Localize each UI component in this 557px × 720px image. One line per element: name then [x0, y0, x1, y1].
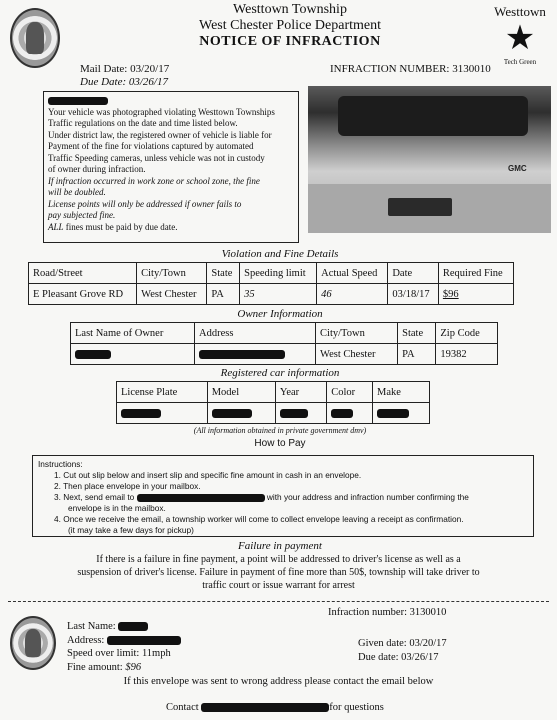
table-cell-plate — [117, 403, 208, 424]
slip-given-date: Given date: 03/20/17 — [358, 638, 447, 649]
slip-dates — [358, 637, 447, 664]
instruction-step-cont: (it may take a few days for pickup) — [68, 525, 194, 535]
table-cell-state: PA — [207, 284, 240, 305]
slip-speed-over: Speed over limit: 11mph — [67, 648, 171, 659]
table-header-cell: Year — [275, 382, 326, 403]
violation-table — [28, 262, 514, 305]
failure-text — [20, 553, 537, 592]
table-cell-date: 03/18/17 — [388, 284, 439, 305]
instruction-step: 2. Then place envelope in your mailbox. — [54, 481, 201, 491]
slip-fields — [67, 620, 181, 674]
car-table — [116, 381, 430, 424]
notice-italic-line: License points will only be addressed if owner fails to — [48, 198, 242, 209]
instructions-box — [32, 455, 534, 537]
slip-infraction-number: Infraction number: 3130010 — [328, 607, 447, 618]
table-header-row — [29, 263, 514, 284]
table-cell-state: PA — [398, 344, 436, 365]
redacted-year — [280, 409, 308, 418]
instruction-step: 4. Once we receive the email, a township worker will come to collect envelope leaving a receipt as confirmation. — [54, 514, 464, 524]
notice-line: Your vehicle was photographed violating Westtown Townships — [48, 106, 275, 117]
redacted-slip-address — [107, 636, 181, 645]
notice-line: Traffic Speeding cameras, unless vehicle was not in custody — [48, 152, 265, 163]
notice-italic-line: pay subjected fine. — [48, 210, 116, 220]
car-heading: Registered car information — [220, 367, 340, 379]
department-name: West Chester Police Department — [199, 18, 381, 33]
failure-line: suspension of driver's license. Failure in payment of fine more than 50$, township will take driver to — [77, 567, 480, 578]
logo-subtext: Tech Green — [503, 58, 537, 66]
redacted-owner-name — [48, 97, 108, 105]
redacted-last-name — [75, 350, 111, 359]
notice-box — [43, 91, 299, 243]
table-cell-year — [275, 403, 326, 424]
cut-line — [8, 601, 549, 602]
failure-line: traffic court or issue warrant for arrest — [202, 580, 355, 591]
table-header-cell: Model — [207, 382, 275, 403]
table-cell-make — [372, 403, 429, 424]
infraction-number: INFRACTION NUMBER: 3130010 — [330, 63, 491, 75]
table-header-cell: Address — [195, 323, 316, 344]
notice-line: Traffic regulations on the date and time listed below. — [48, 118, 238, 128]
table-header-cell: Road/Street — [29, 263, 137, 284]
township-seal-slip — [10, 616, 56, 670]
notice-italic-line: will be doubled. — [48, 187, 106, 197]
table-header-cell: License Plate — [117, 382, 208, 403]
instruction-step: 3. Next, send email to with your address and infraction number confirming the — [54, 492, 469, 502]
table-row — [71, 344, 498, 365]
township-name: Westtown Township — [233, 2, 347, 17]
header-block — [140, 2, 440, 50]
table-header-cell: Speeding limit — [240, 263, 317, 284]
slip-last-name: Last Name: — [67, 620, 181, 634]
notice-line: Under district law, the registered owner of vehicle is liable for — [48, 129, 272, 140]
redacted-contact-email — [201, 703, 329, 712]
redacted-model — [212, 409, 252, 418]
logo-text: Westtown — [494, 4, 546, 19]
table-cell-model — [207, 403, 275, 424]
table-header-cell: Color — [327, 382, 373, 403]
table-row — [29, 284, 514, 305]
due-date: Due Date: 03/26/17 — [80, 76, 168, 88]
instruction-step: 1. Cut out slip below and insert slip and specific fine amount in cash in an envelope. — [54, 470, 362, 480]
slip-due-date: Due date: 03/26/17 — [358, 651, 439, 663]
table-header-cell: Actual Speed — [317, 263, 388, 284]
redacted-color — [331, 409, 353, 418]
table-cell-zip: 19382 — [436, 344, 498, 365]
table-cell-address — [195, 344, 316, 365]
redacted-plate — [121, 409, 161, 418]
slip-address: Address: — [67, 634, 181, 648]
owner-heading: Owner Information — [237, 308, 323, 320]
notice-line: of owner during infraction. — [48, 164, 146, 174]
slip-contact: Contact for questions — [166, 702, 384, 713]
redacted-make — [377, 409, 409, 418]
table-header-cell: Zip Code — [436, 323, 498, 344]
table-header-cell: City/Town — [137, 263, 207, 284]
notice-italic-line: If infraction occurred in work zone or school zone, the fine — [48, 175, 260, 186]
slip-fine-amount: Fine amount: $96 — [67, 661, 142, 673]
instructions-intro: Instructions: — [38, 459, 83, 469]
redacted-email — [137, 494, 265, 502]
slip-wrong-address: If this envelope was sent to wrong address please contact the email below — [123, 676, 434, 687]
table-cell-color — [327, 403, 373, 424]
table-cell-actual-speed: 46 — [317, 284, 388, 305]
table-cell-city: West Chester — [316, 344, 398, 365]
star-icon: ★ — [504, 20, 536, 57]
table-header-cell: Date — [388, 263, 439, 284]
township-seal-top — [10, 8, 60, 68]
how-to-pay-heading: How to Pay — [254, 438, 306, 449]
mail-date: Mail Date: 03/20/17 — [80, 63, 170, 75]
table-header-row — [117, 382, 430, 403]
notice-title: NOTICE OF INFRACTION — [199, 34, 381, 49]
table-header-cell: Last Name of Owner — [71, 323, 195, 344]
table-header-cell: State — [398, 323, 436, 344]
failure-line: If there is a failure in fine payment, a point will be addressed to driver's license as well as a — [96, 554, 461, 565]
table-header-cell: City/Town — [316, 323, 398, 344]
table-cell-owner-name — [71, 344, 195, 365]
redacted-address — [199, 350, 285, 359]
table-cell-speed-limit: 35 — [240, 284, 317, 305]
table-cell-city: West Chester — [137, 284, 207, 305]
notice-final-line: ALL fines must be paid by due date. — [48, 221, 178, 232]
table-header-row — [71, 323, 498, 344]
violation-heading: Violation and Fine Details — [221, 248, 339, 260]
notice-line: Payment of the fine for violations captured by automated — [48, 141, 254, 151]
table-cell-fine: $96 — [438, 284, 513, 305]
table-header-cell: State — [207, 263, 240, 284]
dmv-note: (All information obtained in private government dmv) — [193, 426, 367, 435]
car-window — [338, 96, 528, 136]
instruction-step-cont: envelope is in the mailbox. — [68, 503, 166, 513]
table-row — [117, 403, 430, 424]
camera-photo — [308, 86, 551, 233]
table-cell-road: E Pleasant Grove RD — [29, 284, 137, 305]
owner-table — [70, 322, 498, 365]
plate-badge: GMC — [508, 164, 527, 173]
table-header-cell: Make — [372, 382, 429, 403]
table-header-cell: Required Fine — [438, 263, 513, 284]
redacted-slip-last-name — [118, 622, 148, 631]
westtown-logo — [487, 4, 553, 66]
failure-heading: Failure in payment — [238, 540, 322, 552]
license-plate — [388, 198, 452, 216]
